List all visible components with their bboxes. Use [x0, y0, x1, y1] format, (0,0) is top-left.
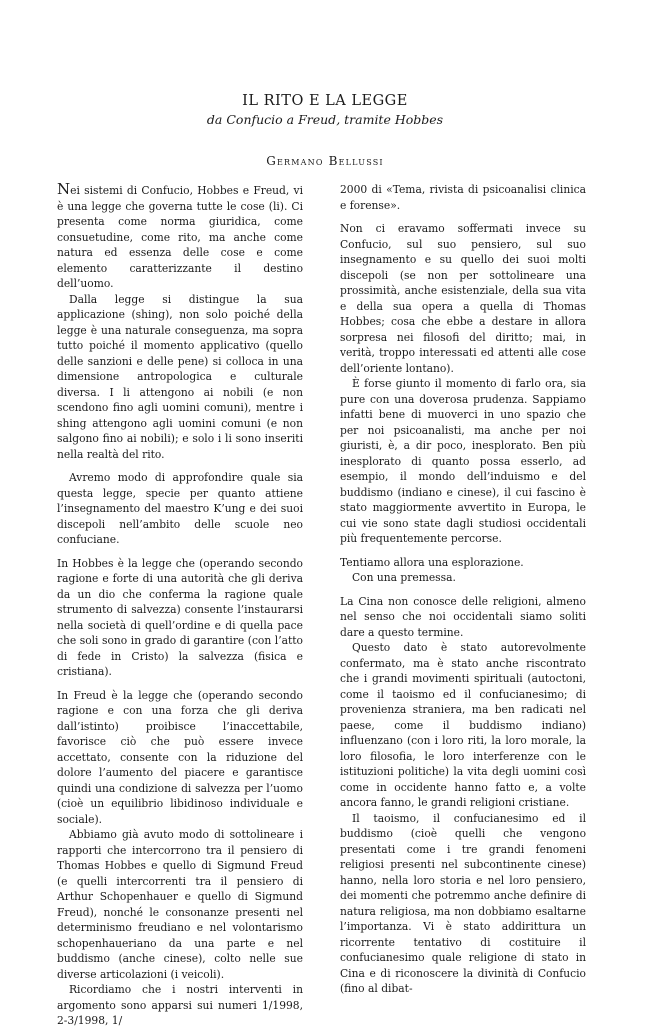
paragraph: Con una premessa.	[352, 571, 456, 584]
paragraph	[57, 182, 303, 292]
paragraph: Questo dato è stato autorevolmente confermato, ma è stato anche riscontrato che i grandi movimenti spirituali (autoctoni, come il taoismo ed il confucianesimo; di provenienza straniera, ma ben radicati nel paese, come il buddismo indiano) influenzano (con i loro riti, la loro morale, la loro filosofia, le loro interferenze con le istituzioni politiche) la vita degli uomini così come in occidente hanno fatto e, a volte ancora fanno, le grandi religioni cristiane.	[340, 641, 586, 809]
paragraph: Ricordiamo che i nostri interventi in argomento sono apparsi sui numeri 1/1998, 2-3/1998, 1/	[57, 983, 303, 1027]
initial-letter: N	[57, 180, 71, 198]
paragraph-text: ei sistemi di Confucio, Hobbes e Freud, vi è una legge che governa tutte le cose (li). Ci presenta come norma giuridica, come consuetudine, come rito, ma anche come natura ed essenza delle cose e come elemento caratterizzante il destino dell’uomo.	[57, 184, 303, 290]
article-header	[0, 92, 650, 170]
paragraph: Il taoismo, il confucianesimo ed il buddismo (cioè quelli che vengono presentati come i tre grandi fenomeni religiosi presenti nel subcontinente cinese) hanno, nella loro storia e nel loro pensiero, dei momenti che potremmo anche definire di natura religiosa, ma non dobbiamo esaltarne l’importanza. Vi è stato addirittura un ricorrente tentativo di costituire il confucianesimo quale religione di stato in Cina e di riconoscere la divinità di Confucio (fino al dibat-	[340, 811, 586, 995]
paragraph: Non ci eravamo soffermati invece su Confucio, sul suo pensiero, sul suo insegnamento e su quello dei suoi molti discepoli (se non per sottolineare una prossimità, anche esistenziale, della sua vita e della sua opera a quella di Thomas Hobbes; cosa che ebbe a destare in allora sorpresa nei filosofi del diritto; mai, in verità, troppo interessati ed attenti alle cose dell’oriente lontano).	[340, 222, 586, 375]
paragraph: In Hobbes è la legge che (operando secondo ragione e forte di una autorità che gli deriva da un dio che conferma la ragione quale strumento di salvezza) consente l’instaurarsi nella società di quell’ordine e di quella pace che soli sono in grado di garantire (con l’atto di fede in Cristo) la salvezza (fisica e cristiana).	[57, 556, 303, 678]
article-subtitle: da Confucio a Freud, tramite Hobbes	[206, 112, 444, 127]
paragraph: 2000 di «Tema, rivista di psicoanalisi clinica e forense».	[340, 183, 586, 212]
paragraph: È forse giunto il momento di farlo ora, sia pure con una doverosa prudenza. Sappiamo infatti bene di muoverci in uno spazio che per noi psicoanalisti, ma anche per noi giuristi, è, a dir poco, inesplorato. Ben più inesplorato di quanto possa esserlo, ad esempio, il mondo dell’induismo e del buddismo (indiano e cinese), il cui fascino è stato maggiormente avvertito in Europa, le cui vie sono state dagli studiosi occidentali più frequentemente percorse.	[340, 377, 586, 545]
paragraph: Abbiamo già avuto modo di sottolineare i rapporti che intercorrono tra il pensiero di Thomas Hobbes e quello di Sigmund Freud (e quelli intercorrenti tra il pensiero di Arthur Schopenhauer e quello di Sigmund Freud), nonché le consonanze presenti nel determinismo freudiano e nel volontarismo schopenhaueriano da una parte e nel buddismo (anche cinese), colto nelle sue diverse articolazioni (i veicoli).	[57, 828, 303, 981]
paragraph: In Freud è la legge che (operando secondo ragione e con una forza che gli deriva dall’istinto) proibisce l’inaccettabile, favorisce ciò che può essere invece accettato, consente con la riduzione del dolore l’aumento del piacere e garantisce quindi una condizione di salvezza per l’uomo (cioè un equilibrio libidinoso individuale e sociale).	[57, 688, 303, 826]
paragraph: Avremo modo di approfondire quale sia questa legge, specie per quanto attiene l’insegnamento del maestro K’ung e dei suoi discepoli nell’ambito delle scuole neo confuciane.	[57, 471, 303, 546]
paragraph: Dalla legge si distingue la sua applicazione (shing), non solo poiché della legge è una naturale conseguenza, ma sopra tutto poiché il momento applicativo (quello delle sanzioni e delle pene) si colloca in una dimensione antropologica e culturale diversa. I li attengono ai nobili (e non scendono fino agli uomini comuni), mentre i shing attengono agli uomini comuni (e non salgono fino ai nobili); e solo i li sono inseriti nella realtà del rito.	[57, 292, 303, 461]
left-column	[57, 182, 303, 1029]
paragraph: La Cina non conosce delle religioni, almeno nel senso che noi occidentali siamo soliti dare a questo termine.	[340, 594, 586, 639]
right-column	[340, 182, 586, 997]
article-author: Germano Bellussi	[266, 154, 384, 168]
paragraph: Tentiamo allora una esplorazione.	[340, 555, 524, 569]
article-title: IL RITO E LA LEGGE	[242, 93, 408, 109]
